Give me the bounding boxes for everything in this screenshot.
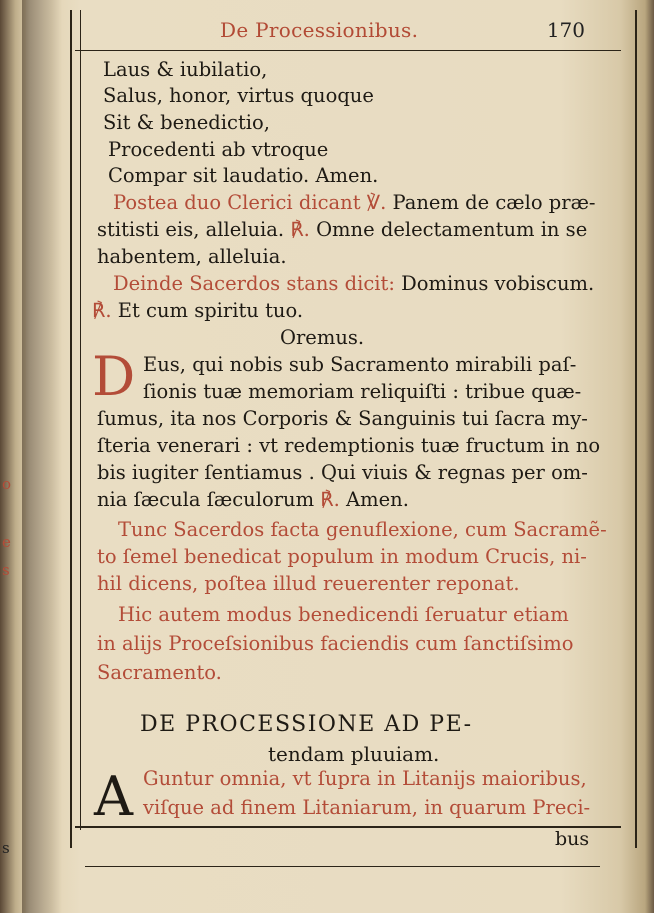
verse-line: Compar sit laudatio. Amen. — [108, 164, 379, 187]
versicle-text: Omne delectamentum in se — [316, 218, 588, 241]
footer-rule — [75, 826, 621, 828]
versicle-line: habentem, alleluia. — [97, 245, 287, 268]
prayer-line: bis iugiter ſentiamus . Qui viuis & regnas per om- — [97, 461, 588, 484]
greeting-line — [113, 272, 594, 296]
paragraph-dropcap: A — [94, 765, 133, 828]
response-mark: ℟. — [320, 488, 340, 511]
versicle-rubric: Postea duo Clerici dicant ℣. — [113, 191, 387, 214]
greeting-text: Dominus vobiscum. — [401, 272, 595, 295]
prayer-amen: Amen. — [346, 488, 409, 511]
prayer-line — [97, 488, 409, 512]
catchword: bus — [555, 828, 590, 850]
versicle-line — [97, 218, 587, 242]
left-fragment: o — [2, 475, 12, 493]
verse-line: Procedenti ab vtroque — [108, 138, 329, 161]
verse-line: Salus, honor, virtus quoque — [103, 84, 374, 107]
response-mark: ℟. — [290, 218, 310, 241]
left-page-fragments — [0, 470, 18, 862]
greeting-response-line — [92, 299, 303, 323]
rubric-line: Sacramento. — [97, 661, 222, 684]
left-fragment: e — [2, 533, 11, 551]
prayer-text: nia ſæcula ſæculorum — [97, 488, 315, 511]
rubric-line: Hic autem modus benedicendi ſeruatur etiam — [118, 603, 569, 626]
footer-rule-lower — [85, 866, 600, 867]
oremus: Oremus. — [280, 326, 365, 349]
rubric-line: in alijs Proceſsionibus faciendis cum ſanctiſsimo — [97, 632, 574, 655]
rubric-line: Tunc Sacerdos facta genuflexione, cum Sacramẽ- — [118, 518, 607, 541]
running-head — [90, 18, 620, 48]
section-heading: DE PROCESSIONE AD PE- — [140, 712, 473, 737]
gutter-shadow — [22, 0, 62, 913]
rubric-line: to ſemel benedicat populum in modum Crucis, ni- — [97, 545, 587, 568]
prayer-line: ſteria venerari : vt redemptionis tuæ fructum in no — [97, 434, 601, 457]
prayer-dropcap: D — [92, 345, 136, 408]
inner-border-line — [80, 10, 81, 830]
header-rule — [75, 50, 621, 51]
verse-line: Laus & iubilatio, — [103, 58, 268, 81]
prayer-line: ſionis tuæ memoriam reliquiſti : tribue quæ- — [143, 380, 582, 403]
running-head-title: De Processionibus. — [220, 18, 419, 42]
greeting-rubric: Deinde Sacerdos stans dicit: — [113, 272, 395, 295]
response-mark: ℟. — [92, 299, 112, 322]
left-fragment: s — [2, 561, 10, 579]
paragraph-line: Guntur omnia, vt ſupra in Litanijs maioribus, — [143, 767, 587, 790]
greeting-response: Et cum spiritu tuo. — [117, 299, 304, 322]
versicle-text: stitisti eis, alleluia. — [97, 218, 285, 241]
verse-line: Sit & benedictio, — [103, 111, 270, 134]
prayer-line: ſumus, ita nos Corporis & Sanguinis tui ſacra my- — [97, 407, 588, 430]
versicle-text: Panem de cælo præ- — [392, 191, 596, 214]
paragraph-line: viſque ad finem Litaniarum, in quarum Preci- — [143, 796, 591, 819]
prayer-line: Eus, qui nobis sub Sacramento mirabili paſ- — [143, 353, 577, 376]
left-fragment: s — [2, 839, 10, 857]
versicle-line — [113, 191, 596, 215]
rubric-line: hil dicens, poſtea illud reuerenter reponat. — [97, 572, 520, 595]
page-number: 170 — [546, 18, 585, 42]
section-subheading: tendam pluuiam. — [268, 742, 440, 766]
